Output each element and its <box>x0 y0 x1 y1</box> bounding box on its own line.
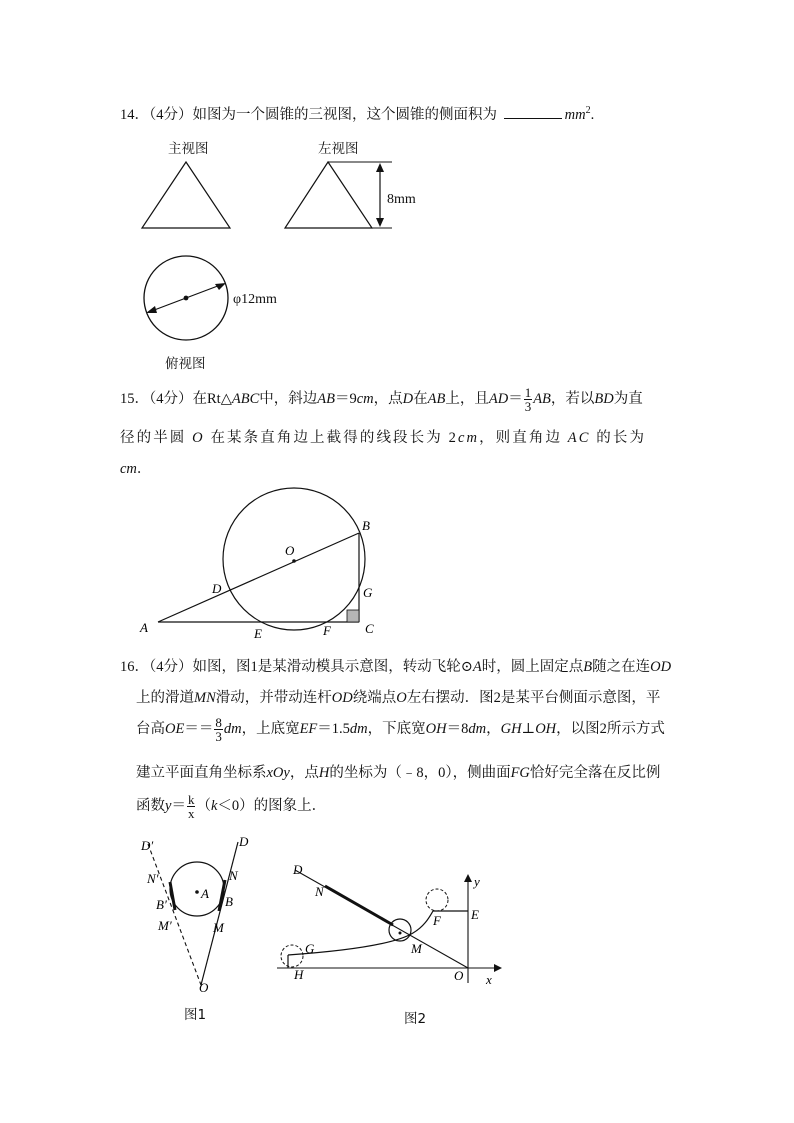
q15-l2b: 在某条直角边上截得的线段长为 <box>210 430 443 446</box>
wheel-center-dot <box>399 932 402 935</box>
label-O: O <box>285 543 295 558</box>
q15-l3: ． <box>136 461 152 477</box>
fig2-label-H: H <box>294 967 304 982</box>
q16-ef: EF <box>299 720 318 737</box>
q15-line1 <box>120 386 643 413</box>
q15-fraction <box>524 386 533 413</box>
q16-figure1 <box>135 830 265 1000</box>
q16-frac-x: x <box>187 806 195 821</box>
q14-score: （4分） <box>149 107 193 123</box>
diameter-label: φ12mm <box>233 292 277 307</box>
q16-l4d: 恰好完全落在反比例 <box>529 765 661 781</box>
fig1-label-Mprime: M′ <box>158 918 172 933</box>
label-A: A <box>140 620 148 635</box>
q16-line5 <box>136 793 326 820</box>
fig2-label-y: y <box>474 874 480 889</box>
q15-t5: 上，且 <box>445 390 489 407</box>
label-B: B <box>362 518 370 533</box>
top-view-svg <box>135 250 245 350</box>
q15-cm3: cm <box>120 461 137 477</box>
label-F: F <box>323 623 331 638</box>
q15-number: 15． <box>120 390 149 407</box>
center-o-dot <box>292 559 296 563</box>
q16-l5c: （ <box>196 797 211 814</box>
q16-l3a: 台高 <box>136 720 165 737</box>
front-view-triangle <box>142 162 230 228</box>
y-axis-arrow-icon <box>464 874 472 882</box>
arrow-down-icon <box>376 218 384 227</box>
q15-abc: ABC <box>231 390 260 407</box>
q15-ab3: AB <box>533 390 551 407</box>
q16-l3i: ，以图2所示方式 <box>556 720 665 737</box>
q15-d: D <box>402 390 414 407</box>
fig2-label-D: D <box>293 862 303 877</box>
q15-bd: BD <box>594 390 614 407</box>
x-axis-arrow-icon <box>494 964 502 972</box>
q15-figure <box>135 480 395 650</box>
top-view-label: 俯视图 <box>165 356 206 372</box>
q15-eq2: ＝ <box>508 390 523 407</box>
q16-frac-k: k <box>187 792 195 807</box>
fig1-label-Dprime: D′ <box>141 838 154 853</box>
q16-line1 <box>120 655 671 676</box>
q16-od: OD <box>650 659 672 675</box>
q15-l2d: 的长为 <box>596 430 647 446</box>
q16-line2 <box>136 686 660 707</box>
q16-l2d: 左右摆动．图2是某平台侧面示意图，平 <box>406 690 661 706</box>
q16-l3h: ⊥ <box>521 720 536 737</box>
q16-mn: MN <box>194 690 216 706</box>
q15-t6: ，若以 <box>550 390 595 407</box>
left-view-label: 左视图 <box>318 141 359 157</box>
q16-oe: OE <box>165 720 185 737</box>
q16-l4b: ，点 <box>289 765 319 781</box>
label-E: E <box>254 626 262 641</box>
q16-a: A <box>472 659 482 675</box>
wheel-position-f <box>426 889 448 911</box>
q16-frac-den: 3 <box>215 729 222 744</box>
q16-oh: OH <box>425 720 447 737</box>
height-label: 8mm <box>387 192 416 207</box>
rod-od-prime <box>148 844 201 985</box>
fig2-label-x: x <box>486 972 492 987</box>
q16-line4 <box>136 761 660 782</box>
q16-dm3: dm <box>468 720 487 737</box>
q16-l3g: ， <box>486 720 501 737</box>
q16-l1b: 时，圆上固定点 <box>481 659 584 675</box>
q15-circle <box>223 488 365 630</box>
q16-xoy: xOy <box>266 765 290 781</box>
fig1-label-B: B <box>225 894 233 909</box>
q16-l3f: ＝8 <box>446 720 469 737</box>
q14-text <box>120 103 594 124</box>
q16-k: k <box>210 797 218 814</box>
q15-ab: AB <box>317 390 335 407</box>
q16-l3b: ＝＝ <box>184 720 214 737</box>
q14-number: 14． <box>120 107 149 123</box>
q16-l3d: ＝1.5 <box>317 720 350 737</box>
q16-gh: GH <box>500 720 522 737</box>
q15-frac-den: 3 <box>524 399 532 414</box>
q14-unit-exp: 2 <box>585 105 591 117</box>
q16-fg: FG <box>510 765 530 781</box>
label-D: D <box>212 581 222 596</box>
fig1-label-Nprime: N′ <box>147 871 159 886</box>
q15-o: O <box>192 430 205 446</box>
q15-ac: AC <box>567 430 591 446</box>
fig2-label-M: M <box>411 941 422 956</box>
q16-fraction <box>214 716 223 743</box>
q16-figure2 <box>275 858 510 993</box>
q16-l2b: 滑动，并带动连杆 <box>215 690 332 706</box>
center-a-dot <box>195 890 199 894</box>
q16-l3c: ，上底宽 <box>241 720 300 737</box>
q15-line3 <box>120 457 151 478</box>
q15-t7: 为直 <box>613 390 643 407</box>
q15-t3: ，点 <box>373 390 403 407</box>
q14-answer-blank[interactable] <box>504 106 562 119</box>
q16-l2a: 上的滑道 <box>136 690 194 706</box>
wheel-position-g <box>281 945 303 967</box>
q15-score: （4分） <box>149 390 193 407</box>
q16-y: y <box>165 797 172 814</box>
q15-cm: cm <box>356 390 374 407</box>
q15-eq1: ＝9 <box>334 390 357 407</box>
fig1-label-D: D <box>239 834 249 849</box>
q15-l2a: 径的半圆 <box>120 430 187 446</box>
left-view-triangle <box>285 162 372 228</box>
fig2-label-N: N <box>315 884 324 899</box>
fig1-label-A: A <box>201 886 209 901</box>
arrow-up-icon <box>376 163 384 172</box>
fig1-label-Bprime: B′ <box>156 897 167 912</box>
q16-l1a: 如图，图1是某滑动模具示意图，转动飞轮⊙ <box>192 659 473 675</box>
fig1-label-M: M <box>213 920 224 935</box>
q16-l2c: 绕端点 <box>352 690 397 706</box>
q15-l2c: ，则直角边 <box>479 430 563 446</box>
q15-t2: 中，斜边 <box>259 390 318 407</box>
q16-dm2: dm <box>349 720 368 737</box>
q15-frac-num: 1 <box>524 385 532 400</box>
q14-period: . <box>590 107 595 123</box>
label-C: C <box>365 621 374 636</box>
q16-b: B <box>583 659 593 675</box>
flywheel-circle <box>170 862 224 916</box>
fig2-label-G: G <box>305 941 315 956</box>
right-angle-marker <box>347 610 359 622</box>
fig2-label-F: F <box>433 913 441 928</box>
q16-h: H <box>318 765 330 781</box>
arrow-left-icon <box>146 306 157 313</box>
q15-ab2: AB <box>427 390 446 407</box>
q15-t1: 在Rt△ <box>192 390 232 407</box>
front-view-label: 主视图 <box>168 141 209 157</box>
q16-frac-num: 8 <box>215 715 222 730</box>
fig2-caption: 图2 <box>404 1011 427 1027</box>
q16-o: O <box>396 690 407 706</box>
hypotenuse-ab <box>158 533 359 622</box>
q16-l1c: 随之在连 <box>592 659 651 675</box>
slide-nm <box>325 886 393 925</box>
q16-l4a: 建立平面直角坐标系 <box>136 765 267 781</box>
q16-od2: OD <box>331 690 353 706</box>
fig2-label-E: E <box>471 907 479 922</box>
fig1-label-N: N <box>229 868 238 883</box>
q16-l5d: ＜0）的图象上． <box>217 797 327 814</box>
label-G: G <box>363 585 373 600</box>
q16-oh2: OH <box>535 720 557 737</box>
q15-line2 <box>120 426 646 447</box>
fig1-label-O: O <box>199 980 209 995</box>
q16-dm1: dm <box>223 720 242 737</box>
q16-score: （4分） <box>149 659 193 675</box>
fig2-label-O: O <box>454 968 464 983</box>
fig1-caption: 图1 <box>184 1007 207 1023</box>
q16-l5a: 函数 <box>136 797 165 814</box>
q15-cm2: cm <box>457 430 480 446</box>
q15-t4: 在 <box>413 390 428 407</box>
q16-k-over-x <box>187 793 196 820</box>
q16-line3 <box>136 716 665 743</box>
q16-l4c: 的坐标为（﹣8，0），侧曲面 <box>329 765 511 781</box>
center-dot <box>184 296 189 301</box>
q14-views-svg <box>130 155 430 235</box>
q14-stem: 如图为一个圆锥的三视图，这个圆锥的侧面积为 <box>192 107 497 123</box>
q14-unit: mm <box>564 107 586 123</box>
q15-val2: 2 <box>448 430 458 446</box>
q16-l3e: ，下底宽 <box>367 720 426 737</box>
q15-ad: AD <box>488 390 509 407</box>
q16-l5b: ＝ <box>171 797 186 814</box>
q16-number: 16． <box>120 659 149 675</box>
